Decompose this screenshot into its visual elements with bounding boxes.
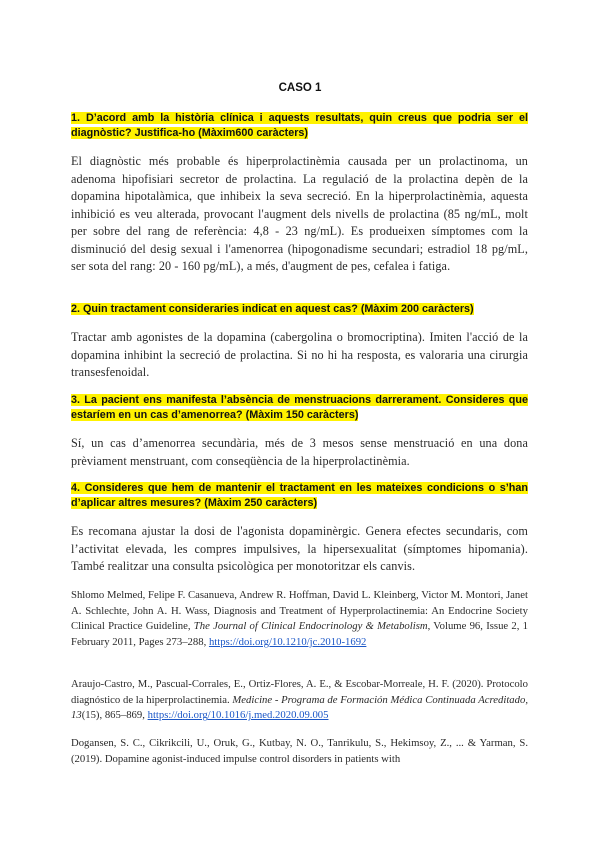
- answer-2: Tractar amb agonistes de la dopamina (cabergolina o bromocriptina). Imiten l'acció de la dopamina inhibint la secreció de prolactina. Si no hi ha resposta, es valoraria una cirurgia transesfenoidal.: [71, 330, 528, 379]
- question-1-text: 1. D’acord amb la història clínica i aquests resultats, quin creus que podria ser el diagnòstic? Justifica-ho (Màxim600 caràcters): [71, 112, 528, 139]
- reference-2-link[interactable]: https://doi.org/10.1016/j.med.2020.09.005: [147, 709, 329, 722]
- reference-1-details: , Volume 96, Issue 2, 1 February 2011, Pages 273–288,: [71, 620, 528, 649]
- question-3: [71, 393, 528, 423]
- reference-3: [71, 736, 528, 767]
- reference-1-authors: Shlomo Melmed, Felipe F. Casanueva, Andrew R. Hoffman, David L. Kleinberg, Victor M. Montori, Janet A. Schlechte, John A. H. Wass, Diagnosis and Treatment of Hyperprolactinemia: An Endocrine Society Clinical Practice Guideline,: [71, 589, 528, 633]
- answer-3: Sí, un cas d’amenorrea secundària, més de 3 mesos sense menstruació en una dona prèviament menstruant, com conseqüència de la hiperprolactinèmia.: [71, 436, 528, 468]
- reference-2-journal: Medicine - Programa de Formación Médica Continuada Acreditado, 13: [71, 693, 528, 722]
- page-title: CASO 1: [278, 82, 322, 94]
- reference-3-authors: Dogansen, S. C., Cikrikcili, U., Oruk, G., Kutbay, N. O., Tanrikulu, S., Hekimsoy, Z., ... & Yarman, S. (2019). Dopamine agonist-induced impulse control disorders in patients with: [71, 737, 528, 765]
- reference-1-link[interactable]: https://doi.org/10.1210/jc.2010-1692: [208, 636, 367, 649]
- question-1: [71, 111, 528, 141]
- question-4: [71, 481, 528, 511]
- reference-1-journal: The Journal of Clinical Endocrinology & Metabolism: [193, 620, 428, 633]
- question-2: [71, 302, 528, 317]
- reference-1: [71, 588, 528, 651]
- question-3-text: 3. La pacient ens manifesta l’absència de menstruacions darrerament. Consideres que estaríem en un cas d’amenorrea? (Màxim 150 caràcters): [71, 394, 528, 421]
- question-4-text: 4. Consideres que hem de mantenir el tractament en les mateixes condicions o s’han d’aplicar altres mesures? (Màxim 250 caràcters): [71, 482, 528, 509]
- question-2-text: 2. Quin tractament consideraries indicat en aquest cas? (Màxim 200 caràcters): [71, 303, 474, 315]
- reference-2-authors: Araujo-Castro, M., Pascual-Corrales, E., Ortiz-Flores, A. E., & Escobar-Morreale, H. F. (2020). Protocolo diagnóstico de la hiperprolactinemia.: [71, 678, 528, 706]
- answer-1: El diagnòstic més probable és hiperprolactinèmia causada per un prolactinoma, un adenoma hipofisiari secretor de prolactina. La regulació de la prolactina depèn de la dopamina hipotalàmica, que inhibeix la seva secreció. En la hiperprolactinèmia, aquesta inhibició es veu alterada, provocant l'augment dels nivells de prolactina (85 ng/mL, molt per sobre del rang de referència: 4,8 - 23 ng/mL). Es produeixen símptomes com la disminució del desig sexual i l'amenorrea (hipogonadisme secundari; estradiol 18 pg/mL, ser sota del rang: 20 - 160 pg/mL), a més, d'augment de pes, cefalea i fatiga.: [71, 154, 528, 273]
- answer-4: Es recomana ajustar la dosi de l'agonista dopaminèrgic. Genera efectes secundaris, com l’activitat elevada, les compres impulsives, la hipersexualitat (símptomes hipomania). També realitzar una consulta psicològica per monotoritzar els canvis.: [71, 524, 528, 573]
- reference-2-details: (15), 865–869,: [81, 709, 148, 722]
- reference-2: [71, 677, 528, 724]
